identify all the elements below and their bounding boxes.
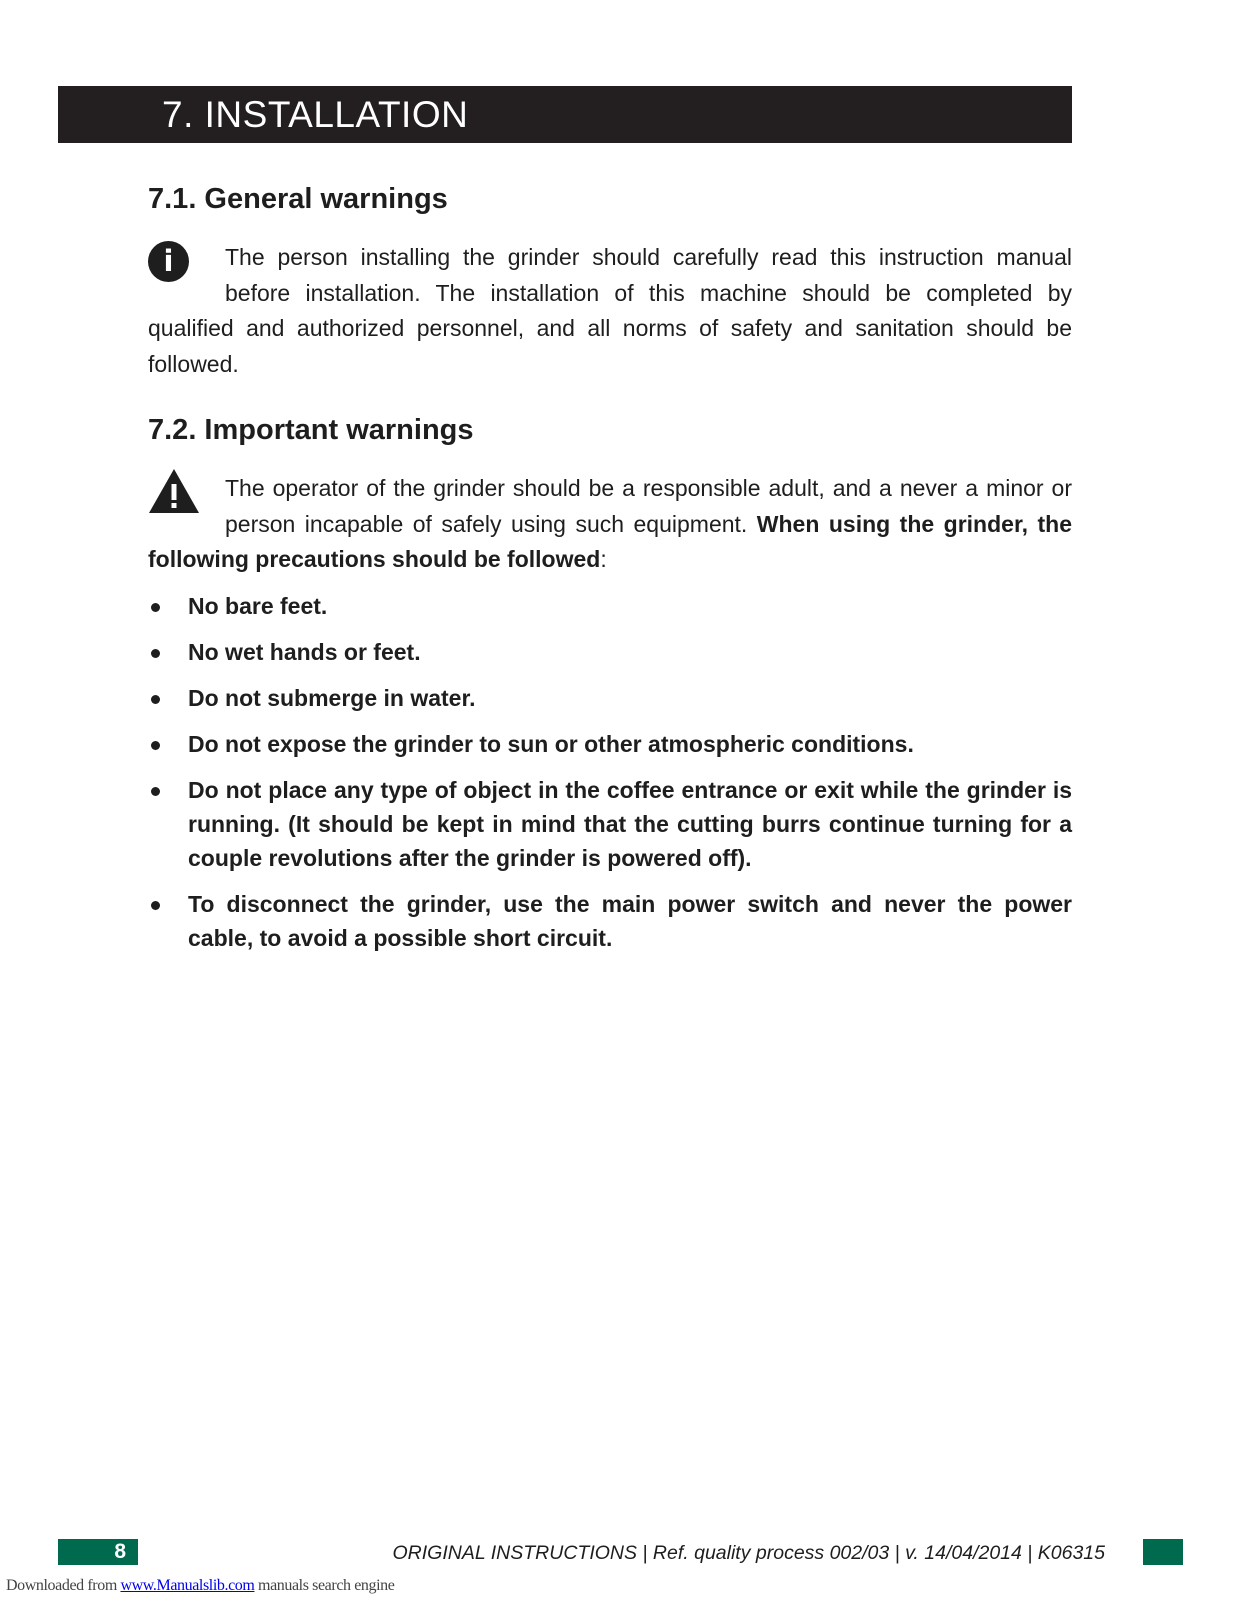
precaution-text: Do not submerge in water. [188, 685, 476, 711]
manualslib-link[interactable]: www.Manualslib.com [120, 1577, 255, 1594]
warning-icon-wrapper [148, 471, 225, 541]
footer-accent-box [1143, 1539, 1183, 1565]
important-warnings-text-colon: : [600, 546, 607, 572]
precaution-item [148, 589, 1072, 623]
important-warnings-text-bold: When using the grinder, the following precautions should be followed [148, 510, 1073, 572]
chapter-header-bar [58, 86, 1072, 143]
precaution-item [148, 773, 1072, 875]
bullet-icon [151, 741, 160, 750]
bullet-icon [151, 695, 160, 704]
info-icon: i [148, 241, 189, 282]
page-number: 8 [114, 1540, 126, 1563]
section-heading-important-warnings: 7.2. Important warnings [148, 414, 474, 446]
warning-triangle-icon [148, 468, 200, 514]
important-warnings-block [148, 471, 1072, 578]
important-warnings-text [148, 471, 1072, 578]
precaution-text: Do not expose the grinder to sun or other atmospheric conditions. [188, 731, 914, 757]
general-warnings-block [148, 240, 1072, 382]
info-icon-wrapper [148, 240, 225, 310]
precaution-item [148, 727, 1072, 761]
bullet-icon [151, 901, 160, 910]
section-heading-general-warnings: 7.1. General warnings [148, 183, 448, 215]
download-notice [6, 1577, 394, 1595]
precaution-item [148, 681, 1072, 715]
download-notice-suffix: manuals search engine [254, 1577, 395, 1594]
footer-reference-text: ORIGINAL INSTRUCTIONS | Ref. quality process 002/03 | v. 14/04/2014 | K06315 [392, 1542, 1105, 1564]
footer-page-number-box [58, 1539, 138, 1565]
precautions-list [148, 589, 1072, 967]
precaution-text: No wet hands or feet. [188, 639, 421, 665]
precaution-item [148, 635, 1072, 669]
bullet-icon [151, 649, 160, 658]
precaution-text: Do not place any type of object in the coffee entrance or exit while the grinder is running. (It should be kept in mind that the cutting burrs continue turning for a couple revolutions after the grinder is powered off). [188, 777, 1072, 871]
download-notice-prefix: Downloaded from [6, 1577, 121, 1594]
bullet-icon [151, 787, 160, 796]
precaution-text: No bare feet. [188, 593, 328, 619]
general-warnings-text: The person installing the grinder should carefully read this instruction manual before installation. The installation of this machine should be completed by qualified and authorized personnel, and all norms of safety and sanitation should be followed. [148, 244, 1072, 377]
bullet-icon [151, 603, 160, 612]
important-warnings-text-regular: The operator of the grinder should be a responsible adult, and a never a minor or person incapable of safely using such equipment. [225, 475, 1072, 537]
precaution-text: To disconnect the grinder, use the main power switch and never the power cable, to avoid a possible short circuit. [188, 891, 1072, 951]
chapter-title: 7. INSTALLATION [162, 94, 469, 135]
precaution-item [148, 887, 1072, 955]
